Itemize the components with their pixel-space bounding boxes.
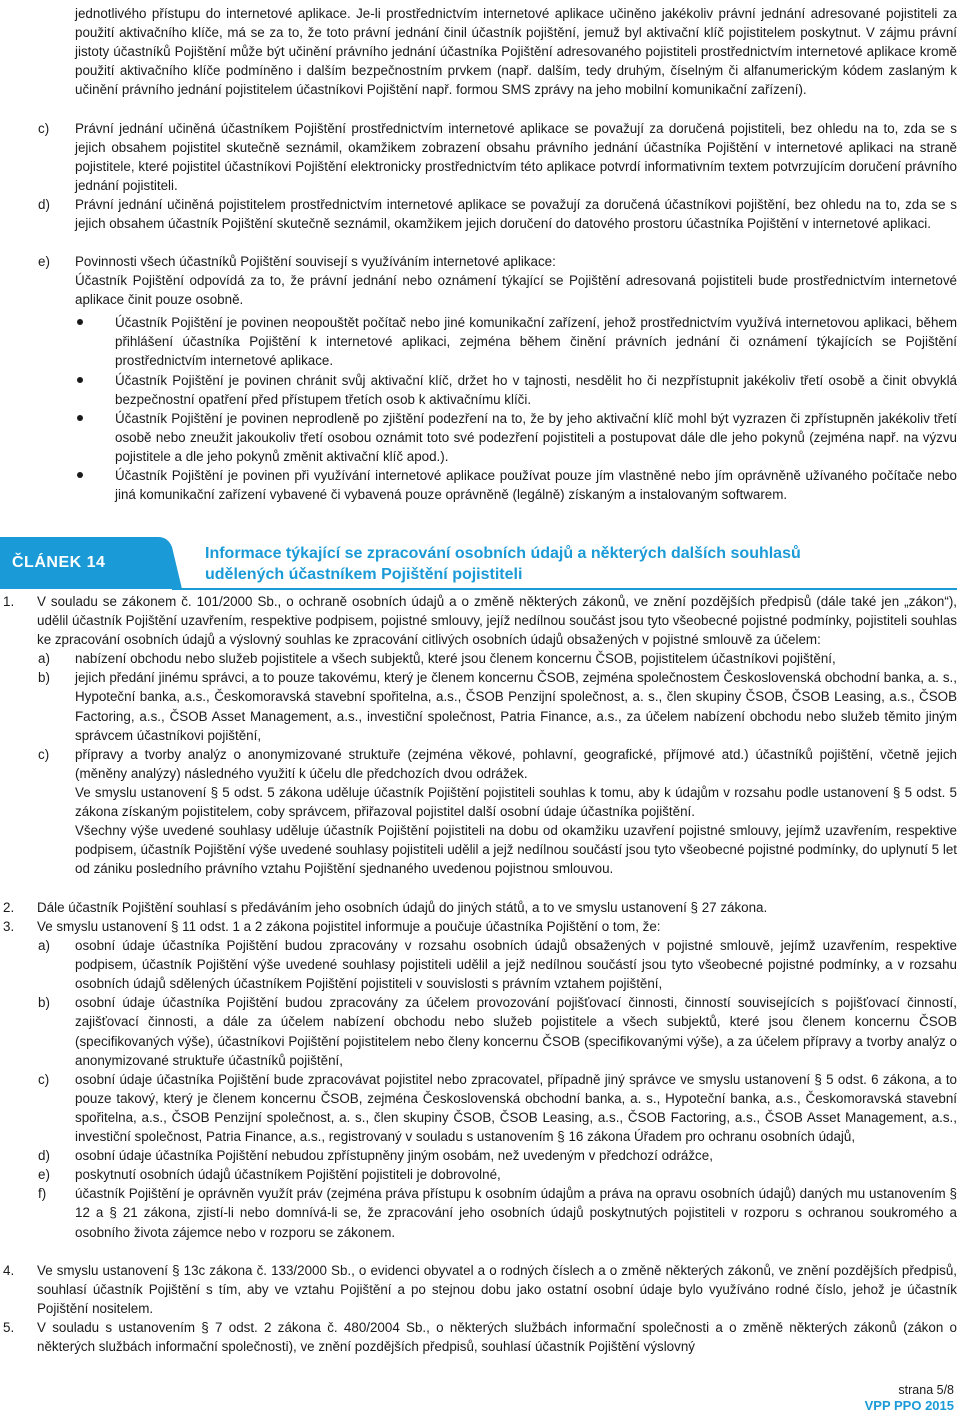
bullet-icon bbox=[0, 313, 115, 370]
item-label: b) bbox=[38, 670, 50, 686]
item-label: e) bbox=[38, 1167, 50, 1183]
bullet-icon bbox=[0, 371, 115, 409]
item-text: jejich předání jinému správci, a to pouze takovému, který je členem koncernu ČSOB, zejména společnostem Československá obchodní banka, a. s., Hypoteční banka, a.s., Českomoravská stavební spořitelna, a.s., ČSOB Penzijní společnost, a. s., člen skupiny ČSOB, ČSOB Leasing, a.s., ČSOB Factoring, a.s., ČSOB Asset Management, a.s., investiční společnost, Patria Finance, a.s., za účelem nabízení obchodu nebo služeb těmito jiným správcem účastníkovi pojištění, bbox=[75, 670, 957, 743]
bullet-item bbox=[0, 409, 957, 466]
section-paragraph: Všechny výše uvedené souhlasy uděluje účastník Pojištění pojistiteli na dobu od okamžiku uzavření pojistné smlouvy, jejímž uzavřením, respektive podpisem, účastník Pojištění výše uvedené souhlasy pojistiteli udělil a jejž nedílnou součástí jsou tyto všeobecné pojistné podmínky, do uplynutí 5 let od zániku posledního právního vztahu Pojištění sjednaného uvedenou pojistnou smlouvou. bbox=[75, 823, 957, 877]
section-text: Ve smyslu ustanovení § 13c zákona č. 133/2000 Sb., o evidenci obyvatel a o rodných číslech a o změně některých zákonů, ve znění pozdějších předpisů, souhlasí účastník Pojištění s tím, aby ve vztahu Pojištění a po stejnou dobu jako ostatní osobní údaje bylo využíváno rodné číslo, jehož je účastník Pojištění nositelem. bbox=[37, 1263, 957, 1317]
bullet-icon bbox=[0, 466, 115, 504]
item-text: osobní údaje účastníka Pojištění budou zpracovány za účelem provozování pojišťovací činnosti, činností souvisejících s pojišťovací činností, zajišťovací činnosti, a dále za účelem nabízení obchodu nebo služeb pojistitele a všech subjektů, které jsou členem koncernu ČSOB (specifikovaných výše), účastníkovi Pojištění pojistitelem nebo členy koncernu ČSOB (specifikovanými výše), a za účelem přípravy a tvorby analýz o anonymizované struktuře účastníků pojištění, bbox=[75, 995, 957, 1068]
paragraph-text: Právní jednání učiněná pojistitelem prostřednictvím internetové aplikace se považují za doručená účastníkovi pojištění, bez ohledu na to, zda se s jejich obsahem účastník Pojištění skutečně seznámil, okamžikem jejich doručení do datového prostoru účastníka Pojištění v internetové aplikaci. bbox=[75, 197, 957, 232]
list-item bbox=[0, 993, 957, 1069]
article-tab-label: ČLÁNEK 14 bbox=[12, 554, 106, 572]
bullet-item bbox=[0, 466, 957, 504]
bullet-text: Účastník Pojištění je povinen chránit svůj aktivační klíč, držet ho v tajnosti, nesdělit ho či nezpřístupnit jakékoliv třetí osobě a činit obvyklá bezpečnostní opatření před přístupem třetích osob k aktivačnímu klíči. bbox=[115, 372, 957, 407]
item-label: d) bbox=[38, 1148, 50, 1164]
list-item bbox=[0, 1146, 957, 1165]
bullet-text: Účastník Pojištění je povinen při využívání internetové aplikace používat pouze jím vlastněné nebo jím oprávněně užívaného počítače nebo jiná komunikační zařízení vybavené či vybavená pouze oprávněně (legálně) získaným a instalovaným softwarem. bbox=[115, 468, 957, 503]
document-code: VPP PPO 2015 bbox=[864, 1398, 954, 1413]
section-number: 3. bbox=[3, 919, 15, 934]
item-text: poskytnutí osobních údajů účastníkem Pojištění pojistiteli je dobrovolné, bbox=[75, 1167, 501, 1183]
section-2 bbox=[0, 898, 957, 917]
bullet-text: Účastník Pojištění je povinen neopouštět počítač nebo jiné komunikační zařízení, jehož prostřednictvím využívá internetovou aplikaci, během přihlášení účastníka Pojištění k internetové aplikaci, zejména během činění právních jednání či oznámení týkajících se Pojištění prostřednictvím internetové aplikace. bbox=[115, 315, 957, 369]
paragraph-text: jednotlivého přístupu do internetové aplikace. Je-li prostřednictvím internetové aplikace učiněno jakékoliv právní jednání adresované pojistiteli za použití aktivačního klíče, má se za to, že toto právní jednání činil účastník pojištění, jemuž byl aktivační klíč pojistitelem poskytnut. V zájmu právní jistoty účastníků Pojištění může být učinění právního jednání účastníka Pojištění adresovaného pojistiteli prostřednictvím internetové aplikace kromě použití aktivačního klíče podmíněno i dalším bezpečnostním prvkem (např. dalším, tedy druhým, číselným či alfanumerickým kódem zaslaným k učinění právního jednání pojistitelem účastníkovi Pojištění např. formou SMS zprávy na jeho mobilní komunikační zařízení). bbox=[75, 6, 957, 98]
list-item bbox=[0, 936, 957, 993]
paragraph-e bbox=[0, 252, 957, 504]
list-item bbox=[0, 1184, 957, 1241]
item-label: c) bbox=[38, 746, 50, 762]
item-label: b) bbox=[38, 995, 50, 1011]
item-text: osobní údaje účastníka Pojištění nebudou zpřístupněny jiným osobám, než uvedeným v předchozí odrážce, bbox=[75, 1148, 713, 1164]
item-label: c) bbox=[38, 1071, 50, 1087]
section-paragraph: Ve smyslu ustanovení § 5 odst. 5 zákona uděluje účastník Pojištění pojistiteli souhlas k tomu, aby k údajům v rozsahu podle ustanovení § 5 odst. 5 zákona získaným pojistitelem, coby správcem, přiřazoval pojistitel další osobní údaje účastníka pojištění. bbox=[75, 784, 957, 820]
section-4 bbox=[0, 1261, 957, 1318]
section-1 bbox=[0, 592, 957, 878]
section-text: V souladu se zákonem č. 101/2000 Sb., o ochraně osobních údajů a o změně některých zákonů, ve znění pozdějších předpisů (dále také jen „zákon“), udělil účastník Pojištění uzavřením, respektive podpisem, pojistné smlouvy, jejíž nedílnou součást jsou tyto všeobecné pojistné podmínky, pojistiteli souhlas ke zpracování osobních údajů a výslovný souhlas ke zpracování citlivých osobních údajů obsažených v pojistné smlouvě za účelem: bbox=[37, 594, 957, 648]
section-5 bbox=[0, 1318, 957, 1356]
item-text: účastník Pojištění je oprávněn využít práv (zejména práva přístupu k osobním údajům a práva na opravu osobních údajů) daných mu ustanovením § 12 a § 21 zákona, zjistí-li nebo domnívá-li se, že zpracování jeho osobních údajů poskytnutých pojistiteli v rozporu s ochranou soukromého a osobního života zájemce nebo v rozporu se zákonem. bbox=[75, 1186, 957, 1240]
section-number: 1. bbox=[3, 594, 15, 609]
bullet-item bbox=[0, 371, 957, 409]
list-item bbox=[0, 1070, 957, 1146]
paragraph-c bbox=[0, 119, 957, 195]
paragraph-text: Právní jednání učiněná účastníkem Pojištění prostřednictvím internetové aplikace se považují za doručená pojistiteli, bez ohledu na to, zda se s jejich obsahem pojistitel skutečně seznámil, okamžikem zobrazení obsahu právního jednání účastníka Pojištění v internetové aplikaci na straně pojistitele, které pojistitel účastníkovi Pojištění elektronicky prostřednictvím této aplikace potvrdí informativním textem potvrzujícím doručení právního jednání pojistiteli. bbox=[75, 121, 957, 194]
page-footer bbox=[865, 1383, 954, 1414]
paragraph-b-continuation bbox=[0, 4, 957, 99]
item-label: c) bbox=[38, 121, 50, 136]
item-label: f) bbox=[38, 1186, 47, 1202]
item-label: d) bbox=[38, 197, 50, 212]
page-number: strana 5/8 bbox=[898, 1383, 954, 1397]
section-number: 4. bbox=[3, 1263, 15, 1278]
section-number: 2. bbox=[3, 900, 15, 915]
item-text: přípravy a tvorby analýz o anonymizované struktuře (zejména věkové, pohlavní, geografické, příjmové atd.) účastníků pojištění, včetně jejich (měněny analýzy) následného využití k účelu dle předchozích dvou odrážek. bbox=[75, 746, 957, 781]
article-title: Informace týkající se zpracování osobních údajů a některých dalších souhlasů udělených účastníkem Pojištění pojistiteli bbox=[205, 545, 801, 583]
item-text: osobní údaje účastníka Pojištění budou zpracovány v rozsahu osobních údajů obsažených v pojistné smlouvě, jejímž uzavřením, respektive podpisem, účastník Pojištění výše uvedené souhlasy pojistiteli udělil a jejž nedílnou součástí jsou tyto všeobecné pojistné podmínky, a v rozsahu osobních údajů sdělených účastníkem Pojištění pojistiteli v souvislosti s právním vztahem pojištění, bbox=[75, 938, 957, 992]
item-text: osobní údaje účastníka Pojištění bude zpracovávat pojistitel nebo zpracovatel, případně jiný správce ve smyslu ustanovení § 5 odst. 6 zákona, a to pouze takový, který je členem koncernu ČSOB, zejména Československá obchodní banka, a. s., Hypoteční banka, a.s., Českomoravská stavební spořitelna, a.s., ČSOB Penzijní společnost, a. s., člen skupiny ČSOB, ČSOB Leasing, a.s., ČSOB Factoring, a.s., ČSOB Asset Management, a.s., investiční společnost, Patria Finance, a.s., registrovaný v souladu s ustanovením § 16 zákona Úřadem pro ochranu osobních údajů, bbox=[75, 1071, 957, 1145]
section-text: V souladu s ustanovením § 7 odst. 2 zákona č. 480/2004 Sb., o některých službách informační společnosti a o změně některých zákonů (zákon o některých službách informační společnosti), ve znění pozdějších předpisů, souhlasí účastník Pojištění výslovný bbox=[37, 1320, 957, 1355]
bullet-text: Účastník Pojištění je povinen neprodleně po zjištění podezření na to, že by jeho aktivační klíč mohl být vyzrazen či zpřístupněn jakékoliv třetí osobě nebo zneužit jakoukoliv třetí osobou oznámit toto své podezření pojistiteli a postupovat dále dle jeho pokynů (zejména např. na výzvu pojistitele a dle jeho pokynů změnit aktivační klíč apod.). bbox=[115, 410, 957, 464]
article-tab bbox=[0, 537, 182, 589]
item-text: nabízení obchodu nebo služeb pojistitele a všech subjektů, které jsou členem koncernu ČSOB, pojistitelem účastníkovi pojištění, bbox=[75, 651, 836, 667]
section-3 bbox=[0, 917, 957, 1242]
bullet-item bbox=[0, 313, 957, 370]
item-label: e) bbox=[38, 254, 50, 269]
paragraph-text: Účastník Pojištění odpovídá za to, že právní jednání nebo oznámení týkající se Pojištění adresovaná pojistiteli bude prostřednictvím internetové aplikace činit pouze osobně. bbox=[75, 273, 957, 308]
section-number: 5. bbox=[3, 1320, 15, 1335]
section-text: Ve smyslu ustanovení § 11 odst. 1 a 2 zákona pojistitel informuje a poučuje účastníka Pojištění o tom, že: bbox=[37, 919, 661, 934]
list-item bbox=[0, 745, 957, 783]
item-label: a) bbox=[38, 651, 50, 667]
article-divider bbox=[172, 588, 957, 590]
list-item bbox=[0, 668, 957, 744]
section-text: Dále účastník Pojištění souhlasí s předáváním jeho osobních údajů do jiných států, a to ve smyslu ustanovení § 27 zákona. bbox=[37, 900, 768, 915]
list-item bbox=[0, 1165, 957, 1184]
list-item bbox=[0, 649, 957, 668]
article-header bbox=[0, 537, 957, 589]
paragraph-d bbox=[0, 195, 957, 233]
item-label: a) bbox=[38, 938, 50, 954]
bullet-icon bbox=[0, 409, 115, 466]
paragraph-intro: Povinnosti všech účastníků Pojištění souvisejí s využíváním internetové aplikace: bbox=[75, 254, 556, 269]
